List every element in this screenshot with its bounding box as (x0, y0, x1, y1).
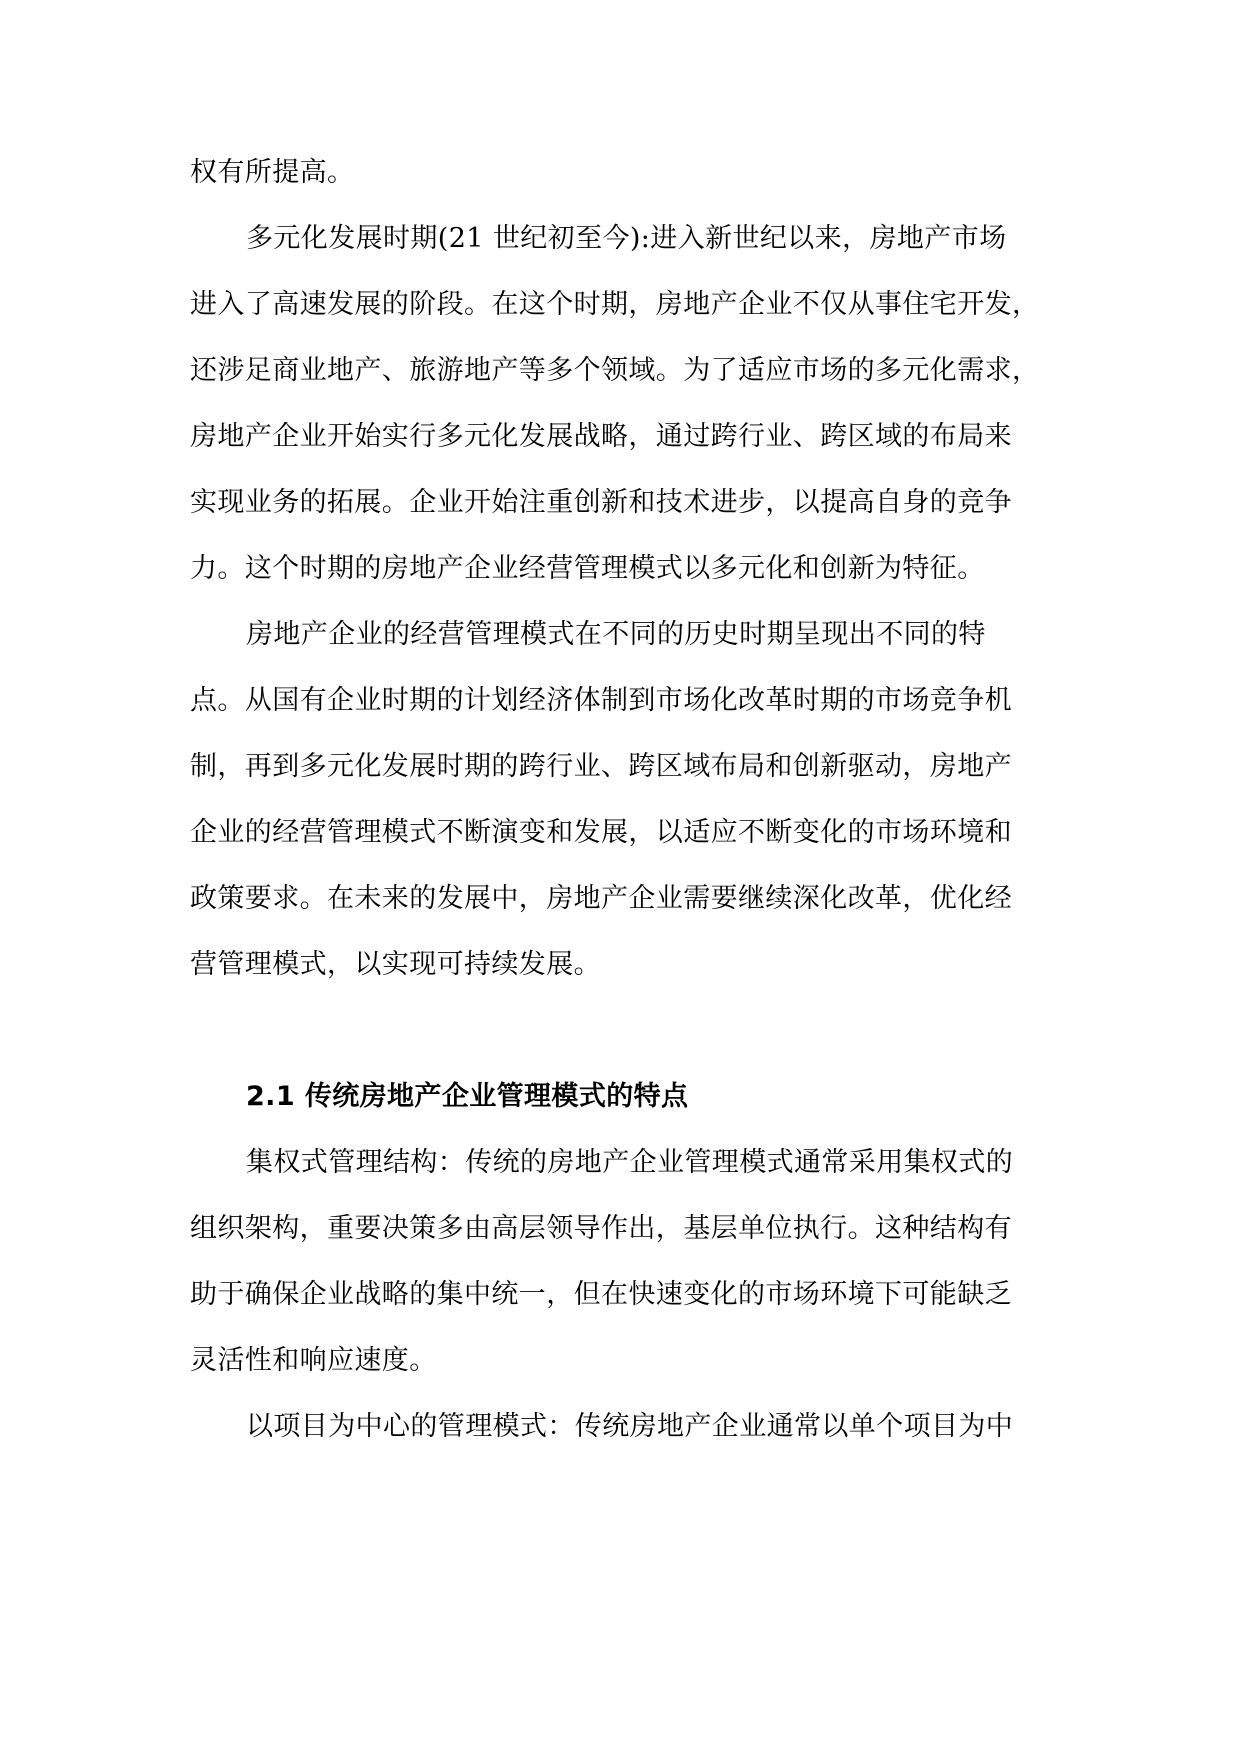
text-line: 多元化发展时期(21 世纪初至今):进入新世纪以来，房地产市场 (246, 223, 1007, 254)
text-line: 实现业务的拓展。企业开始注重创新和技术进步，以提高自身的竞争 (190, 487, 1012, 518)
text-line: 制，再到多元化发展时期的跨行业、跨区域布局和创新驱动，房地产 (190, 751, 1012, 782)
text-line: 进入了高速发展的阶段。在这个时期，房地产企业不仅从事住宅开发， (190, 289, 1040, 320)
text-line: 企业的经营管理模式不断演变和发展，以适应不断变化的市场环境和 (190, 817, 1012, 848)
text-line: 助于确保企业战略的集中统一，但在快速变化的市场环境下可能缺乏 (190, 1279, 1012, 1310)
section-heading: 2.1 传统房地产企业管理模式的特点 (246, 1081, 689, 1112)
text-line: 集权式管理结构：传统的房地产企业管理模式通常采用集权式的 (246, 1147, 1014, 1178)
text-line: 政策要求。在未来的发展中，房地产企业需要继续深化改革，优化经 (190, 883, 1012, 914)
text-line: 房地产企业的经营管理模式在不同的历史时期呈现出不同的特 (246, 619, 986, 650)
text-line: 权有所提高。 (190, 157, 355, 188)
text-line: 以项目为中心的管理模式：传统房地产企业通常以单个项目为中 (246, 1411, 1014, 1442)
text-line: 点。从国有企业时期的计划经济体制到市场化改革时期的市场竞争机 (190, 685, 1012, 716)
text-line: 组织架构，重要决策多由高层领导作出，基层单位执行。这种结构有 (190, 1213, 1012, 1244)
text-line: 力。这个时期的房地产企业经营管理模式以多元化和创新为特征。 (190, 553, 985, 584)
document-page (190, 140, 1060, 1460)
spacer (190, 998, 1060, 1064)
text-line: 还涉足商业地产、旅游地产等多个领域。为了适应市场的多元化需求， (190, 355, 1040, 386)
text-line: 房地产企业开始实行多元化发展战略，通过跨行业、跨区域的布局来 (190, 421, 1012, 452)
text-line: 营管理模式，以实现可持续发展。 (190, 949, 601, 980)
text-line: 灵活性和响应速度。 (190, 1345, 437, 1376)
